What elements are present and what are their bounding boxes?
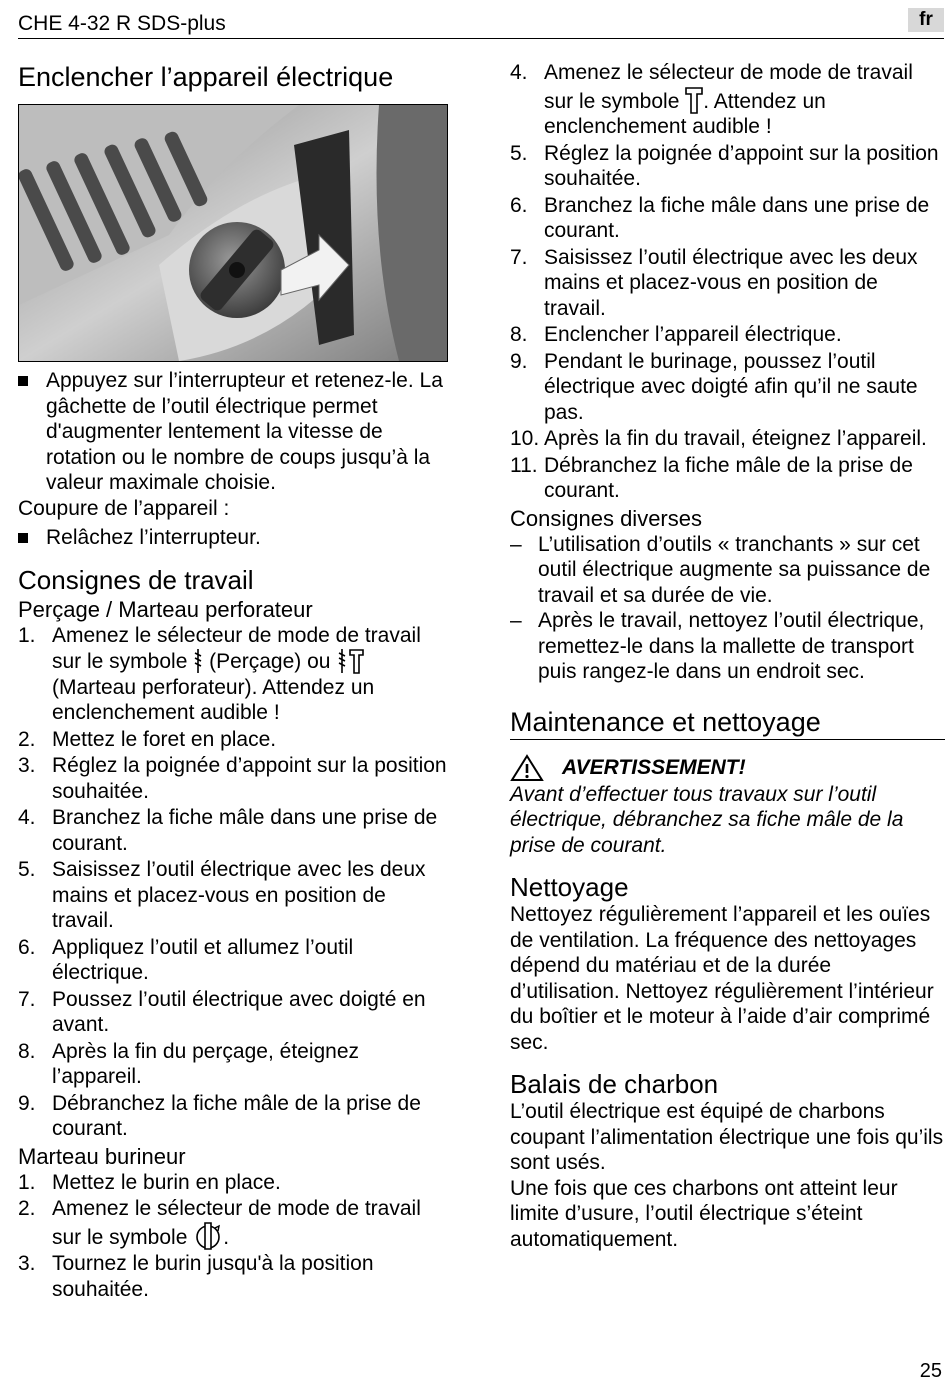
shutoff-label: Coupure de l’appareil : — [18, 496, 230, 520]
subsection-misc: Consignes diverses — [510, 505, 702, 531]
list-item: 2. Amenez le sélecteur de mode de travail sur le symbole . — [18, 1197, 421, 1249]
list-item: 4. Amenez le sélecteur de mode de travail sur le symbole . Attendez un enclenchement audible ! — [510, 61, 913, 138]
section-title-work: Consignes de travail — [18, 564, 254, 595]
warning-title: AVERTISSEMENT! — [562, 755, 746, 779]
bullet-release-switch: Relâchez l’interrupteur. — [18, 525, 448, 551]
list-item: 5. Réglez la poignée d’appoint sur la position souhaitée. — [510, 141, 939, 190]
subsection-cleaning: Nettoyage — [510, 872, 629, 902]
subsection-brushes: Balais de charbon — [510, 1069, 719, 1099]
chisel-steps-right — [510, 60, 945, 504]
warning-text: Avant d’effectuer tous travaux sur l’outil électrique, débranchez sa fiche mâle de la prise de courant. — [510, 782, 904, 857]
list-item: 2. Mettez le foret en place. — [18, 727, 277, 751]
chisel-steps-left — [18, 1170, 448, 1303]
list-item: 7. Poussez l’outil électrique avec doigté en avant. — [18, 987, 426, 1036]
warning-block — [510, 754, 945, 859]
misc-item: – L’utilisation d’outils « tranchants » sur cet outil électrique augmente sa puissance de travail et sa durée de vie. — [510, 532, 945, 609]
list-item: 4. Branchez la fiche mâle dans une prise de courant. — [18, 806, 438, 855]
subsection-chisel: Marteau burineur — [18, 1143, 186, 1169]
model-name: CHE 4-32 R SDS-plus — [18, 12, 226, 35]
misc-item: – Après le travail, nettoyez l’outil électrique, remettez-le dans la mallette de transport puis rangez-le dans un endroit sec. — [510, 608, 945, 685]
warning-triangle-icon — [510, 754, 544, 782]
chisel-symbol-icon — [685, 86, 703, 114]
list-item: 3. Tournez le burin jusqu'à la position souhaitée. — [18, 1252, 374, 1301]
left-column — [18, 60, 448, 1303]
tool-switch-photo — [18, 104, 448, 362]
section-title-maintenance: Maintenance et nettoyage — [510, 705, 945, 740]
page-number: 25 — [919, 1360, 942, 1382]
list-item: 10. Après la fin du travail, éteignez l’appareil. — [510, 427, 927, 450]
brushes-text-2: Une fois que ces charbons ont atteint leur limite d’usure, l’outil électrique s’éteint automatiquement. — [510, 1176, 898, 1251]
right-column — [510, 60, 945, 1252]
language-badge: fr — [908, 8, 944, 32]
list-item: 6. Branchez la fiche mâle dans une prise de courant. — [510, 193, 930, 242]
hammer-symbol-icon — [336, 648, 364, 674]
list-item: 3. Réglez la poignée d’appoint sur la position souhaitée. — [18, 754, 447, 803]
list-item: 7. Saisissez l’outil électrique avec les deux mains et placez-vous en position de travail. — [510, 245, 918, 320]
drill-symbol-icon — [193, 648, 203, 674]
section-title-switch-on: Enclencher l’appareil électrique — [18, 62, 394, 92]
list-item: 9. Pendant le burinage, poussez l’outil électrique avec doigté afin qu’il ne saute pas. — [510, 349, 918, 424]
cleaning-text: Nettoyez régulièrement l’appareil et les ouïes de ventilation. La fréquence des nettoyages dépend du matériau et de la durée d’utilisation. Nettoyez régulièrement l’intérieur du boîtier et le moteur à l’aide d’air comprimé sec. — [510, 903, 934, 1054]
chisel-rotate-icon — [193, 1222, 223, 1250]
list-item: 1. Mettez le burin en place. — [18, 1170, 281, 1194]
list-item: 5. Saisissez l’outil électrique avec les deux mains et placez-vous en position de travail. — [18, 858, 426, 932]
drill-steps — [18, 623, 448, 1142]
bullet-press-switch: Appuyez sur l’interrupteur et retenez-le. La gâchette de l’outil électrique permet d'augmenter lentement la vitesse de rotation ou le nombre de coups jusqu’à la valeur maximale choisie. — [18, 368, 448, 496]
brushes-text-1: L’outil électrique est équipé de charbons coupant l’alimentation électrique une fois qu’ils sont usés. — [510, 1100, 944, 1174]
list-item: 1. Amenez le sélecteur de mode de travail sur le symbole (Perçage) ou (Marteau perforateur). Attendez un enclenchement audible ! — [18, 623, 421, 724]
list-item: 8. Enclencher l’appareil électrique. — [510, 323, 842, 346]
list-item: 9. Débranchez la fiche mâle de la prise de courant. — [18, 1091, 421, 1140]
list-item: 11. Débranchez la fiche mâle de la prise de courant. — [510, 453, 913, 502]
list-item: 6. Appliquez l’outil et allumez l’outil électrique. — [18, 935, 354, 984]
subsection-drill: Perçage / Marteau perforateur — [18, 596, 313, 622]
page-header — [18, 8, 944, 39]
list-item: 8. Après la fin du perçage, éteignez l’appareil. — [18, 1039, 360, 1088]
